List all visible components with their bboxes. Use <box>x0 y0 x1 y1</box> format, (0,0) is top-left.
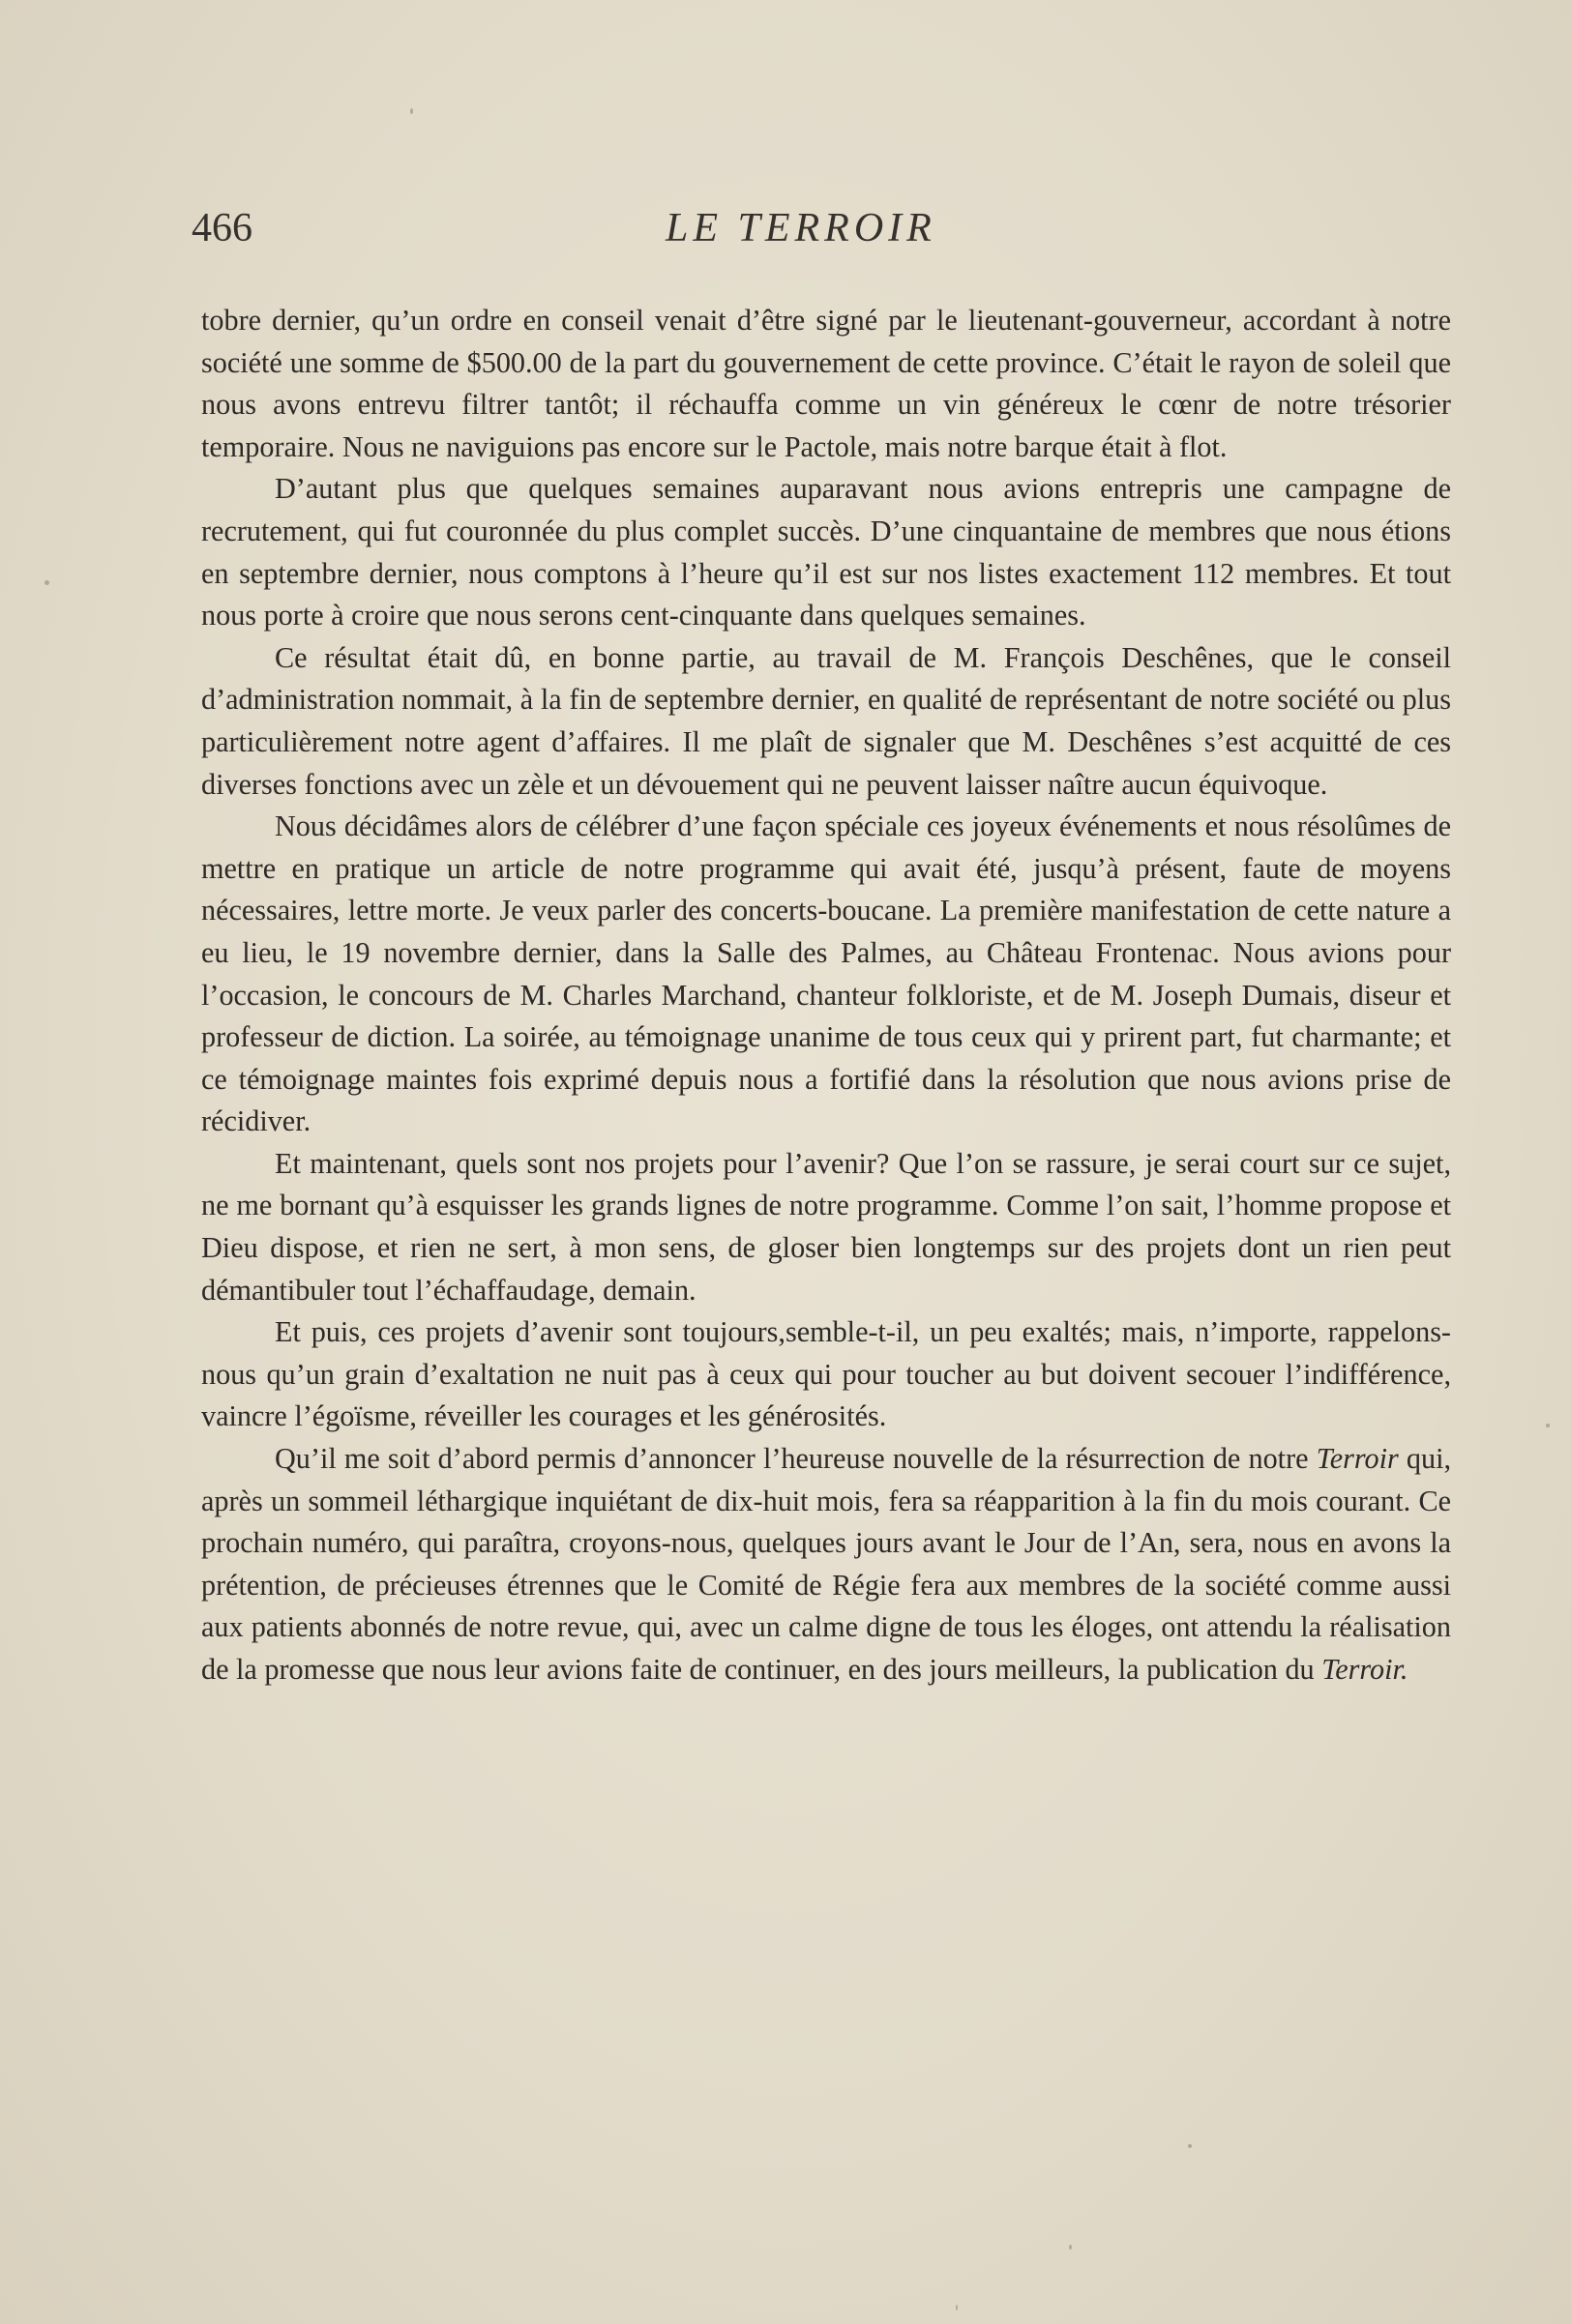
paragraph-text: Et maintenant, quels sont nos projets pour l’avenir? Que l’on se rassure, je serai court sur ce sujet, ne me bornant qu’à esquisser les grands lignes de notre programme. Comme l’on sait, l’homme propose et Dieu dispose, et rien ne sert, à mon sens, de gloser bien longtemps sur des projets dont un rien peut démantibuler tout l’échaffaudage, demain. <box>201 1146 1451 1307</box>
paragraph-text: Nous décidâmes alors de célébrer d’une façon spéciale ces joyeux événements et nous résolûmes de mettre en pratique un article de notre programme qui avait été, jusqu’à présent, faute de moyens nécessaires, lettre morte. Je veux parler des concerts-boucane. La première manifestation de cette nature a eu lieu, le 19 novembre dernier, dans la Salle des Palmes, au Château Frontenac. Nous avions pour l’occasion, le concours de M. Charles Marchand, chanteur folkloriste, et de M. Joseph Dumais, diseur et professeur de diction. La soirée, au témoignage unanime de tous ceux qui y prirent part, fut charmante; et ce témoignage maintes fois exprimé depuis nous a fortifié dans la résolution que nous avions prise de récidiver. <box>201 809 1451 1138</box>
running-title: LE TERROIR <box>666 206 936 250</box>
paragraph <box>201 468 1451 636</box>
paragraph-text: qui, après un sommeil léthargique inquiétant de dix-huit mois, fera sa réapparition à la fin du mois courant. Ce prochain numéro, qui paraîtra, croyons-nous, quelques jours avant le Jour de l’An, sera, nous en avons la prétention, de précieuses étrennes que le Comité de Régie fera aux membres de la société comme aussi aux patients abonnés de notre revue, qui, avec un calme digne de tous les éloges, ont attendu la réalisation de la promesse que nous leur avions faite de continuer, en des jours meilleurs, la publication du <box>201 1442 1451 1686</box>
paper-speck <box>410 108 413 114</box>
paragraph-text: D’autant plus que quelques semaines auparavant nous avions entrepris une campagne de recrutement, qui fut couronnée du plus complet succès. D’une cinquantaine de membres que nous étions en septembre dernier, nous comptons à l’heure qu’il est sur nos listes exactement 112 membres. Et tout nous porte à croire que nous serons cent-cinquante dans quelques semaines. <box>201 472 1451 632</box>
page-header <box>192 203 1449 261</box>
paragraph <box>201 806 1451 1143</box>
paragraph-text: Qu’il me soit d’abord permis d’annoncer l’heureuse nouvelle de la résurrection de notre <box>275 1442 1317 1476</box>
paragraph <box>201 1438 1451 1692</box>
paragraph-text: tobre dernier, qu’un ordre en conseil venait d’être signé par le lieutenant-gouverneur, accordant à notre société une somme de $500.00 de la part du gouvernement de cette province. C’était le rayon de soleil que nous avons entrevu filtrer tantôt; il réchauffa comme un vin généreux le cœnr de notre trésorier temporaire. Nous ne naviguions pas encore sur le Pactole, mais notre barque était à flot. <box>201 304 1451 463</box>
paragraph <box>201 1311 1451 1438</box>
paragraph <box>201 1143 1451 1311</box>
paper-speck <box>1069 2245 1072 2250</box>
page-number: 466 <box>192 206 252 250</box>
journal-title-italic: Terroir. <box>1321 1653 1408 1686</box>
paragraph-text: Et puis, ces projets d’avenir sont toujours,semble-t-il, un peu exaltés; mais, n’importe, rappelons-nous qu’un grain d’exaltation ne nuit pas à ceux qui pour toucher au but doivent secouer l’indifférence, vaincre l’égoïsme, réveiller les courages et les générosités. <box>201 1315 1451 1433</box>
paper-speck <box>1546 1424 1550 1427</box>
journal-title-italic: Terroir <box>1316 1442 1399 1476</box>
paper-speck <box>1188 2144 1192 2148</box>
body-text <box>201 300 1451 1692</box>
paragraph-text: Ce résultat était dû, en bonne partie, au travail de M. François Deschênes, que le conseil d’administration nommait, à la fin de septembre dernier, en qualité de représentant de notre société ou plus particulièrement notre agent d’affaires. Il me plaît de signaler que M. Deschênes s’est acquitté de ces diverses fonctions avec un zèle et un dévouement qui ne peuvent laisser naître aucun équivoque. <box>201 640 1451 801</box>
paper-speck <box>956 2305 958 2310</box>
paper-speck <box>44 580 49 585</box>
paragraph <box>201 637 1451 806</box>
paragraph <box>201 300 1451 468</box>
